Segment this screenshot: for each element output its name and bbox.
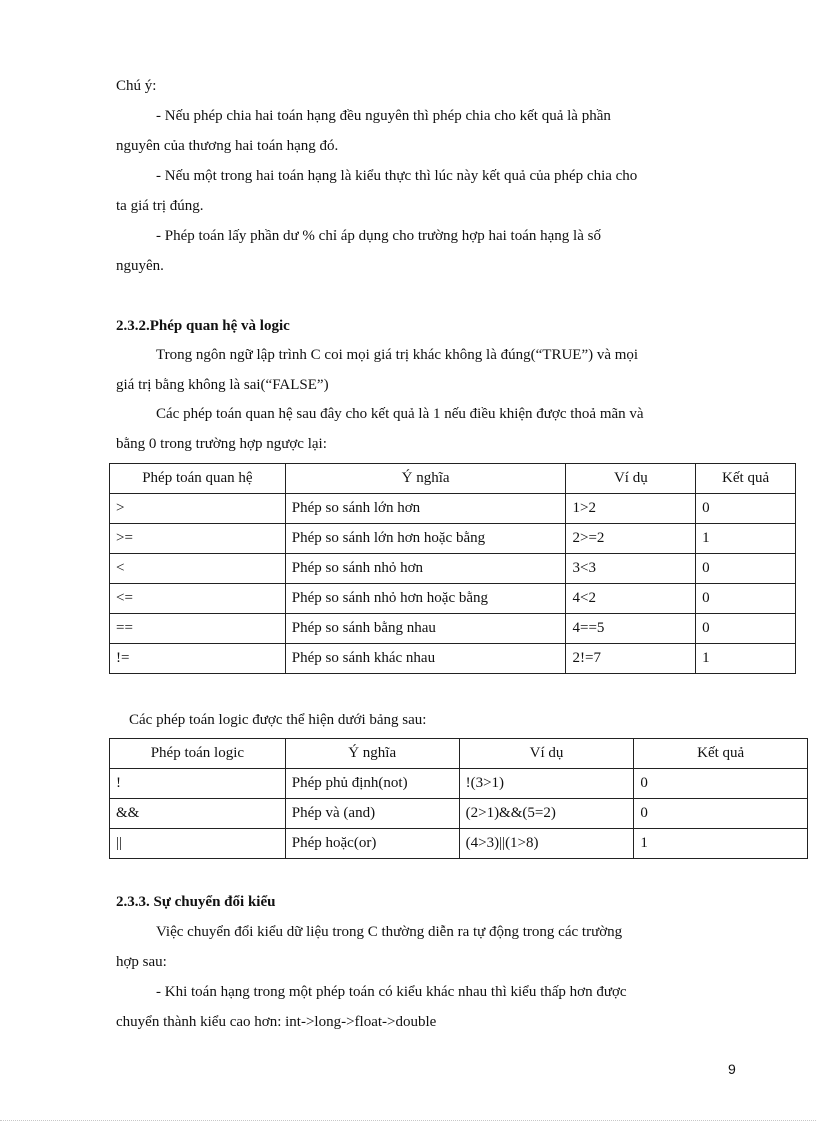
table-row: [110, 644, 796, 674]
table-row: [110, 799, 808, 829]
cell-meaning: Phép so sánh nhỏ hơn: [285, 554, 566, 584]
table-row: [110, 614, 796, 644]
note-line-3a: - Phép toán lấy phần dư % chỉ áp dụng cho trường hợp hai toán hạng là số: [156, 228, 601, 244]
header-result: Kết quả: [696, 464, 796, 494]
relational-operators-table: [109, 463, 796, 674]
cell-result: 0: [696, 614, 796, 644]
cell-example: (2>1)&&(5=2): [459, 799, 634, 829]
header-operator: Phép toán quan hệ: [110, 464, 286, 494]
page-number: 9: [728, 1061, 736, 1077]
cell-example: (4>3)||(1>8): [459, 829, 634, 859]
table-row: [110, 494, 796, 524]
cell-example: 4<2: [566, 584, 696, 614]
cell-operator: ||: [110, 829, 286, 859]
cell-operator: <=: [110, 584, 286, 614]
cell-operator: !: [110, 769, 286, 799]
note-label: Chú ý:: [116, 78, 157, 94]
section-2-3-2-heading: 2.3.2.Phép quan hệ và logic: [116, 318, 290, 334]
cell-operator: >=: [110, 524, 286, 554]
table-row: [110, 769, 808, 799]
cell-operator: >: [110, 494, 286, 524]
header-example: Ví dụ: [459, 739, 634, 769]
cell-example: 2>=2: [566, 524, 696, 554]
header-operator: Phép toán logic: [110, 739, 286, 769]
note-line-3b: nguyên.: [116, 258, 164, 274]
cell-meaning: Phép phủ định(not): [285, 769, 459, 799]
table-header-row: [110, 739, 808, 769]
cell-example: !(3>1): [459, 769, 634, 799]
header-meaning: Ý nghĩa: [285, 464, 566, 494]
note-line-2a: - Nếu một trong hai toán hạng là kiểu thực thì lúc này kết quả của phép chia cho: [156, 168, 638, 184]
cell-meaning: Phép so sánh nhỏ hơn hoặc bằng: [285, 584, 566, 614]
cell-result: 1: [696, 524, 796, 554]
s233-para1-b: hợp sau:: [116, 954, 167, 970]
cell-result: 0: [634, 799, 808, 829]
note-line-1b: nguyên của thương hai toán hạng đó.: [116, 138, 339, 154]
s233-para1-a: Việc chuyển đổi kiểu dữ liệu trong C thường diễn ra tự động trong các trường: [156, 924, 623, 940]
table-row: [110, 524, 796, 554]
s233-para2-b: chuyển thành kiểu cao hơn: int->long->float->double: [116, 1014, 437, 1030]
cell-result: 1: [696, 644, 796, 674]
page-bottom-divider: [0, 1120, 816, 1121]
section-2-3-3-heading: 2.3.3. Sự chuyển đổi kiểu: [116, 894, 276, 910]
s232-para1-a: Trong ngôn ngữ lập trình C coi mọi giá trị khác không là đúng(“TRUE”) và mọi: [156, 347, 639, 363]
cell-example: 2!=7: [566, 644, 696, 674]
s232-para2-a: Các phép toán quan hệ sau đây cho kết quả là 1 nếu điều khiện được thoả mãn và: [156, 406, 644, 422]
logical-operators-table: [109, 738, 808, 859]
note-line-1a: - Nếu phép chia hai toán hạng đều nguyên thì phép chia cho kết quả là phần: [156, 108, 611, 124]
cell-operator: !=: [110, 644, 286, 674]
s232-para1-b: giá trị bằng không là sai(“FALSE”): [116, 377, 329, 393]
table-header-row: [110, 464, 796, 494]
cell-example: 4==5: [566, 614, 696, 644]
cell-meaning: Phép hoặc(or): [285, 829, 459, 859]
cell-operator: <: [110, 554, 286, 584]
cell-result: 0: [634, 769, 808, 799]
cell-operator: ==: [110, 614, 286, 644]
cell-result: 0: [696, 494, 796, 524]
table-row: [110, 829, 808, 859]
cell-meaning: Phép so sánh bằng nhau: [285, 614, 566, 644]
cell-meaning: Phép so sánh lớn hơn: [285, 494, 566, 524]
cell-result: 1: [634, 829, 808, 859]
logic-table-intro: Các phép toán logic được thể hiện dưới bảng sau:: [129, 712, 427, 728]
cell-example: 1>2: [566, 494, 696, 524]
cell-operator: &&: [110, 799, 286, 829]
header-example: Ví dụ: [566, 464, 696, 494]
cell-meaning: Phép so sánh lớn hơn hoặc bằng: [285, 524, 566, 554]
cell-result: 0: [696, 554, 796, 584]
s233-para2-a: - Khi toán hạng trong một phép toán có kiểu khác nhau thì kiểu thấp hơn được: [156, 984, 627, 1000]
table-row: [110, 554, 796, 584]
s232-para2-b: bằng 0 trong trường hợp ngược lại:: [116, 436, 327, 452]
table-row: [110, 584, 796, 614]
header-result: Kết quả: [634, 739, 808, 769]
note-line-2b: ta giá trị đúng.: [116, 198, 204, 214]
header-meaning: Ý nghĩa: [285, 739, 459, 769]
cell-meaning: Phép so sánh khác nhau: [285, 644, 566, 674]
cell-meaning: Phép và (and): [285, 799, 459, 829]
cell-example: 3<3: [566, 554, 696, 584]
cell-result: 0: [696, 584, 796, 614]
